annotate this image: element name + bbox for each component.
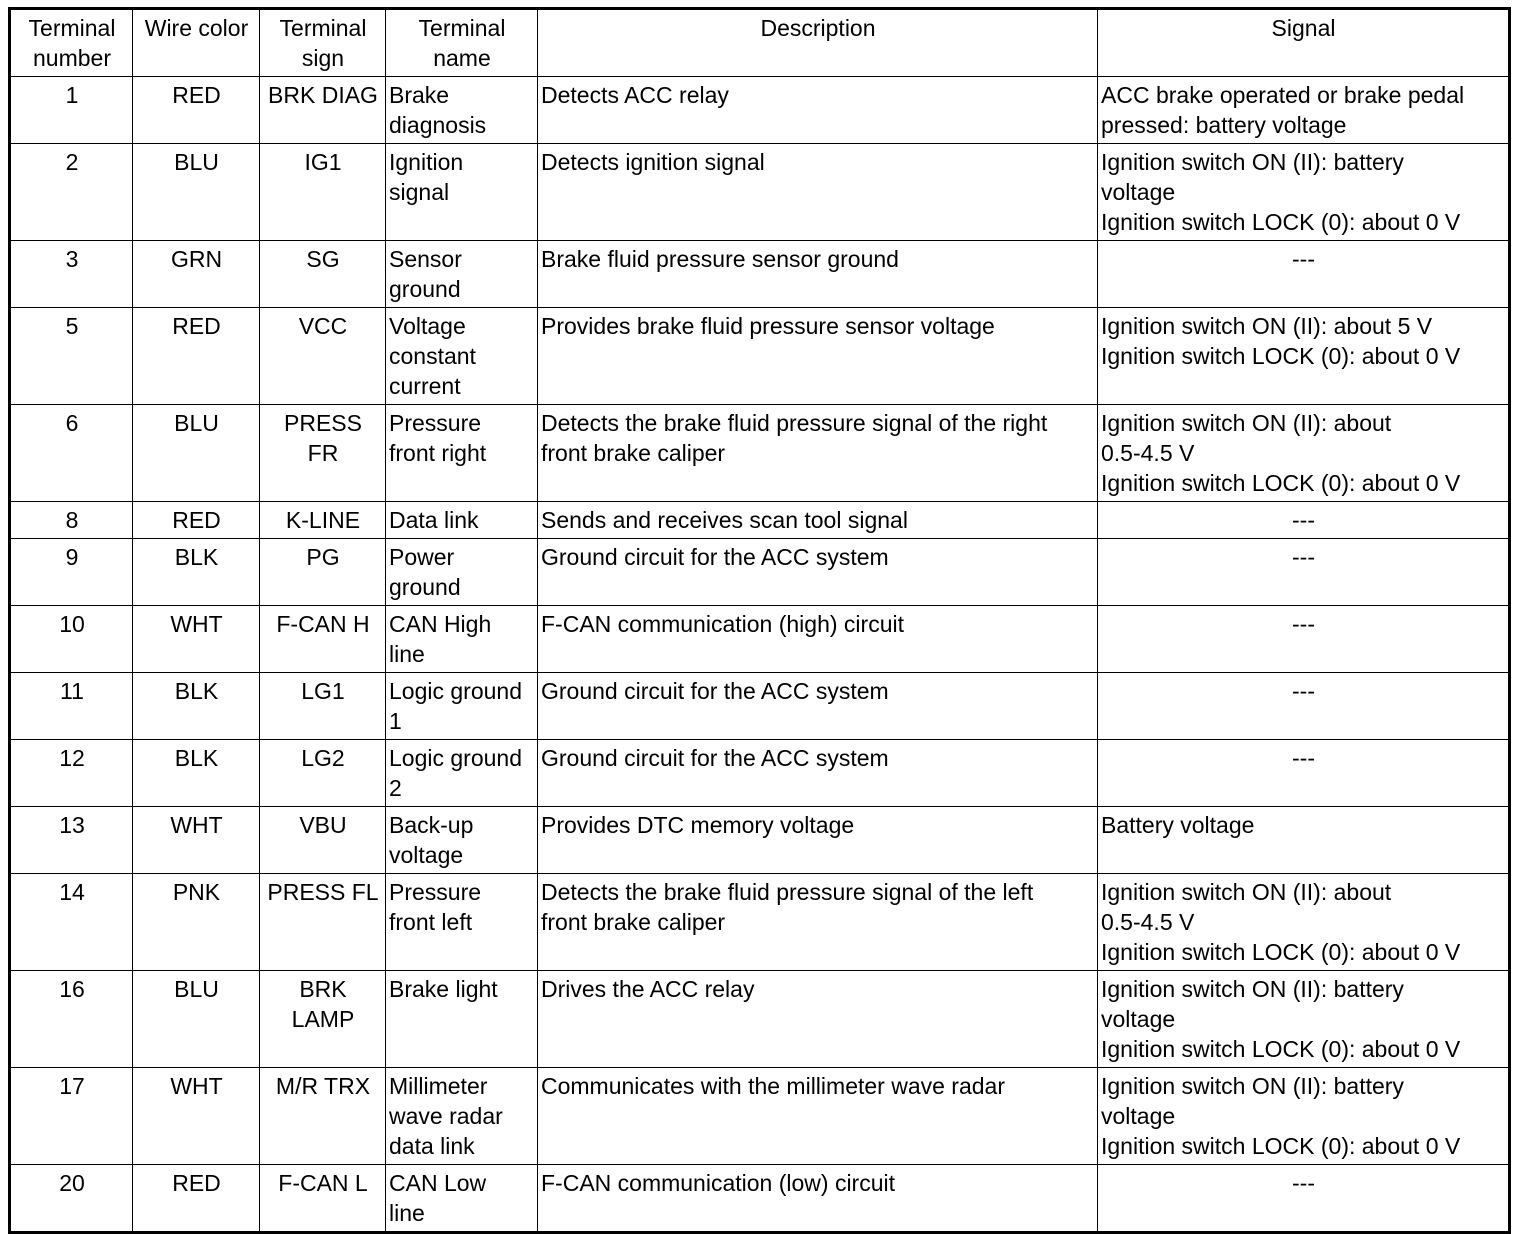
cell-terminal-name: Millimeter wave radar data link	[386, 1068, 538, 1165]
cell-wire-color: BLU	[133, 144, 260, 241]
cell-terminal-sign: VBU	[260, 807, 386, 874]
cell-terminal-sign: M/R TRX	[260, 1068, 386, 1165]
table-row	[10, 807, 1510, 874]
cell-terminal-number: 6	[10, 405, 133, 502]
table-row	[10, 77, 1510, 144]
cell-terminal-number: 2	[10, 144, 133, 241]
cell-terminal-sign: LG2	[260, 740, 386, 807]
cell-wire-color: RED	[133, 1165, 260, 1233]
cell-description: Detects the brake fluid pressure signal of the right front brake caliper	[538, 405, 1098, 502]
header-row	[10, 9, 1510, 77]
cell-signal: ---	[1098, 606, 1510, 673]
cell-terminal-sign: F-CAN L	[260, 1165, 386, 1233]
cell-wire-color: GRN	[133, 241, 260, 308]
cell-terminal-number: 9	[10, 539, 133, 606]
cell-description: Provides brake fluid pressure sensor voltage	[538, 308, 1098, 405]
table-row	[10, 874, 1510, 971]
cell-signal: Ignition switch ON (II): about 5 V Ignition switch LOCK (0): about 0 V	[1098, 308, 1510, 405]
cell-terminal-sign: PRESS FL	[260, 874, 386, 971]
table-row	[10, 405, 1510, 502]
cell-signal: Ignition switch ON (II): about 0.5-4.5 V Ignition switch LOCK (0): about 0 V	[1098, 874, 1510, 971]
header-signal: Signal	[1098, 9, 1510, 77]
cell-terminal-number: 3	[10, 241, 133, 308]
cell-terminal-number: 16	[10, 971, 133, 1068]
cell-wire-color: BLU	[133, 971, 260, 1068]
table-row	[10, 971, 1510, 1068]
cell-terminal-name: Sensor ground	[386, 241, 538, 308]
cell-signal: Ignition switch ON (II): battery voltage Ignition switch LOCK (0): about 0 V	[1098, 1068, 1510, 1165]
table-row	[10, 308, 1510, 405]
cell-description: Ground circuit for the ACC system	[538, 740, 1098, 807]
cell-terminal-number: 10	[10, 606, 133, 673]
cell-wire-color: BLK	[133, 740, 260, 807]
header-description: Description	[538, 9, 1098, 77]
table-row	[10, 144, 1510, 241]
cell-description: Brake fluid pressure sensor ground	[538, 241, 1098, 308]
cell-description: Ground circuit for the ACC system	[538, 539, 1098, 606]
cell-signal: ---	[1098, 502, 1510, 539]
cell-wire-color: WHT	[133, 606, 260, 673]
cell-terminal-name: CAN High line	[386, 606, 538, 673]
table-row	[10, 673, 1510, 740]
cell-description: Sends and receives scan tool signal	[538, 502, 1098, 539]
cell-terminal-number: 17	[10, 1068, 133, 1165]
cell-terminal-sign: PRESS FR	[260, 405, 386, 502]
cell-wire-color: WHT	[133, 1068, 260, 1165]
cell-description: Communicates with the millimeter wave radar	[538, 1068, 1098, 1165]
cell-terminal-sign: LG1	[260, 673, 386, 740]
cell-terminal-sign: F-CAN H	[260, 606, 386, 673]
cell-terminal-number: 8	[10, 502, 133, 539]
cell-terminal-name: Brake light	[386, 971, 538, 1068]
cell-signal: ---	[1098, 241, 1510, 308]
cell-description: Ground circuit for the ACC system	[538, 673, 1098, 740]
cell-wire-color: BLU	[133, 405, 260, 502]
cell-signal: ---	[1098, 740, 1510, 807]
cell-signal: ---	[1098, 1165, 1510, 1233]
cell-terminal-name: Pressure front right	[386, 405, 538, 502]
cell-signal: ACC brake operated or brake pedal pressed: battery voltage	[1098, 77, 1510, 144]
header-terminal-name: Terminal name	[386, 9, 538, 77]
cell-signal: Ignition switch ON (II): battery voltage Ignition switch LOCK (0): about 0 V	[1098, 144, 1510, 241]
cell-terminal-number: 12	[10, 740, 133, 807]
cell-terminal-name: Voltage constant current	[386, 308, 538, 405]
cell-terminal-sign: BRK LAMP	[260, 971, 386, 1068]
cell-wire-color: PNK	[133, 874, 260, 971]
cell-terminal-sign: IG1	[260, 144, 386, 241]
table-row	[10, 539, 1510, 606]
cell-terminal-name: Ignition signal	[386, 144, 538, 241]
header-terminal-number: Terminal number	[10, 9, 133, 77]
cell-signal: ---	[1098, 539, 1510, 606]
table-row	[10, 241, 1510, 308]
cell-description: Detects ACC relay	[538, 77, 1098, 144]
cell-signal: Battery voltage	[1098, 807, 1510, 874]
cell-description: Drives the ACC relay	[538, 971, 1098, 1068]
cell-terminal-name: Power ground	[386, 539, 538, 606]
cell-signal: ---	[1098, 673, 1510, 740]
cell-terminal-number: 20	[10, 1165, 133, 1233]
cell-terminal-name: Back-up voltage	[386, 807, 538, 874]
cell-signal: Ignition switch ON (II): about 0.5-4.5 V Ignition switch LOCK (0): about 0 V	[1098, 405, 1510, 502]
cell-terminal-number: 14	[10, 874, 133, 971]
cell-terminal-name: Pressure front left	[386, 874, 538, 971]
cell-terminal-number: 5	[10, 308, 133, 405]
table-row	[10, 502, 1510, 539]
cell-terminal-sign: K-LINE	[260, 502, 386, 539]
terminal-table	[8, 7, 1511, 1234]
cell-description: Detects ignition signal	[538, 144, 1098, 241]
cell-terminal-sign: VCC	[260, 308, 386, 405]
cell-wire-color: BLK	[133, 673, 260, 740]
cell-terminal-name: Logic ground 2	[386, 740, 538, 807]
cell-terminal-name: Data link	[386, 502, 538, 539]
cell-wire-color: RED	[133, 308, 260, 405]
cell-terminal-name: Brake diagnosis	[386, 77, 538, 144]
cell-terminal-number: 11	[10, 673, 133, 740]
cell-description: F-CAN communication (low) circuit	[538, 1165, 1098, 1233]
cell-description: Provides DTC memory voltage	[538, 807, 1098, 874]
header-terminal-sign: Terminal sign	[260, 9, 386, 77]
cell-terminal-number: 1	[10, 77, 133, 144]
cell-terminal-name: CAN Low line	[386, 1165, 538, 1233]
cell-wire-color: WHT	[133, 807, 260, 874]
cell-wire-color: RED	[133, 77, 260, 144]
table-row	[10, 1068, 1510, 1165]
table-row	[10, 1165, 1510, 1233]
cell-terminal-number: 13	[10, 807, 133, 874]
cell-wire-color: BLK	[133, 539, 260, 606]
cell-terminal-sign: BRK DIAG	[260, 77, 386, 144]
cell-terminal-sign: SG	[260, 241, 386, 308]
cell-terminal-name: Logic ground 1	[386, 673, 538, 740]
cell-terminal-sign: PG	[260, 539, 386, 606]
cell-wire-color: RED	[133, 502, 260, 539]
cell-description: F-CAN communication (high) circuit	[538, 606, 1098, 673]
header-wire-color: Wire color	[133, 9, 260, 77]
cell-description: Detects the brake fluid pressure signal of the left front brake caliper	[538, 874, 1098, 971]
table-row	[10, 740, 1510, 807]
cell-signal: Ignition switch ON (II): battery voltage Ignition switch LOCK (0): about 0 V	[1098, 971, 1510, 1068]
table-row	[10, 606, 1510, 673]
